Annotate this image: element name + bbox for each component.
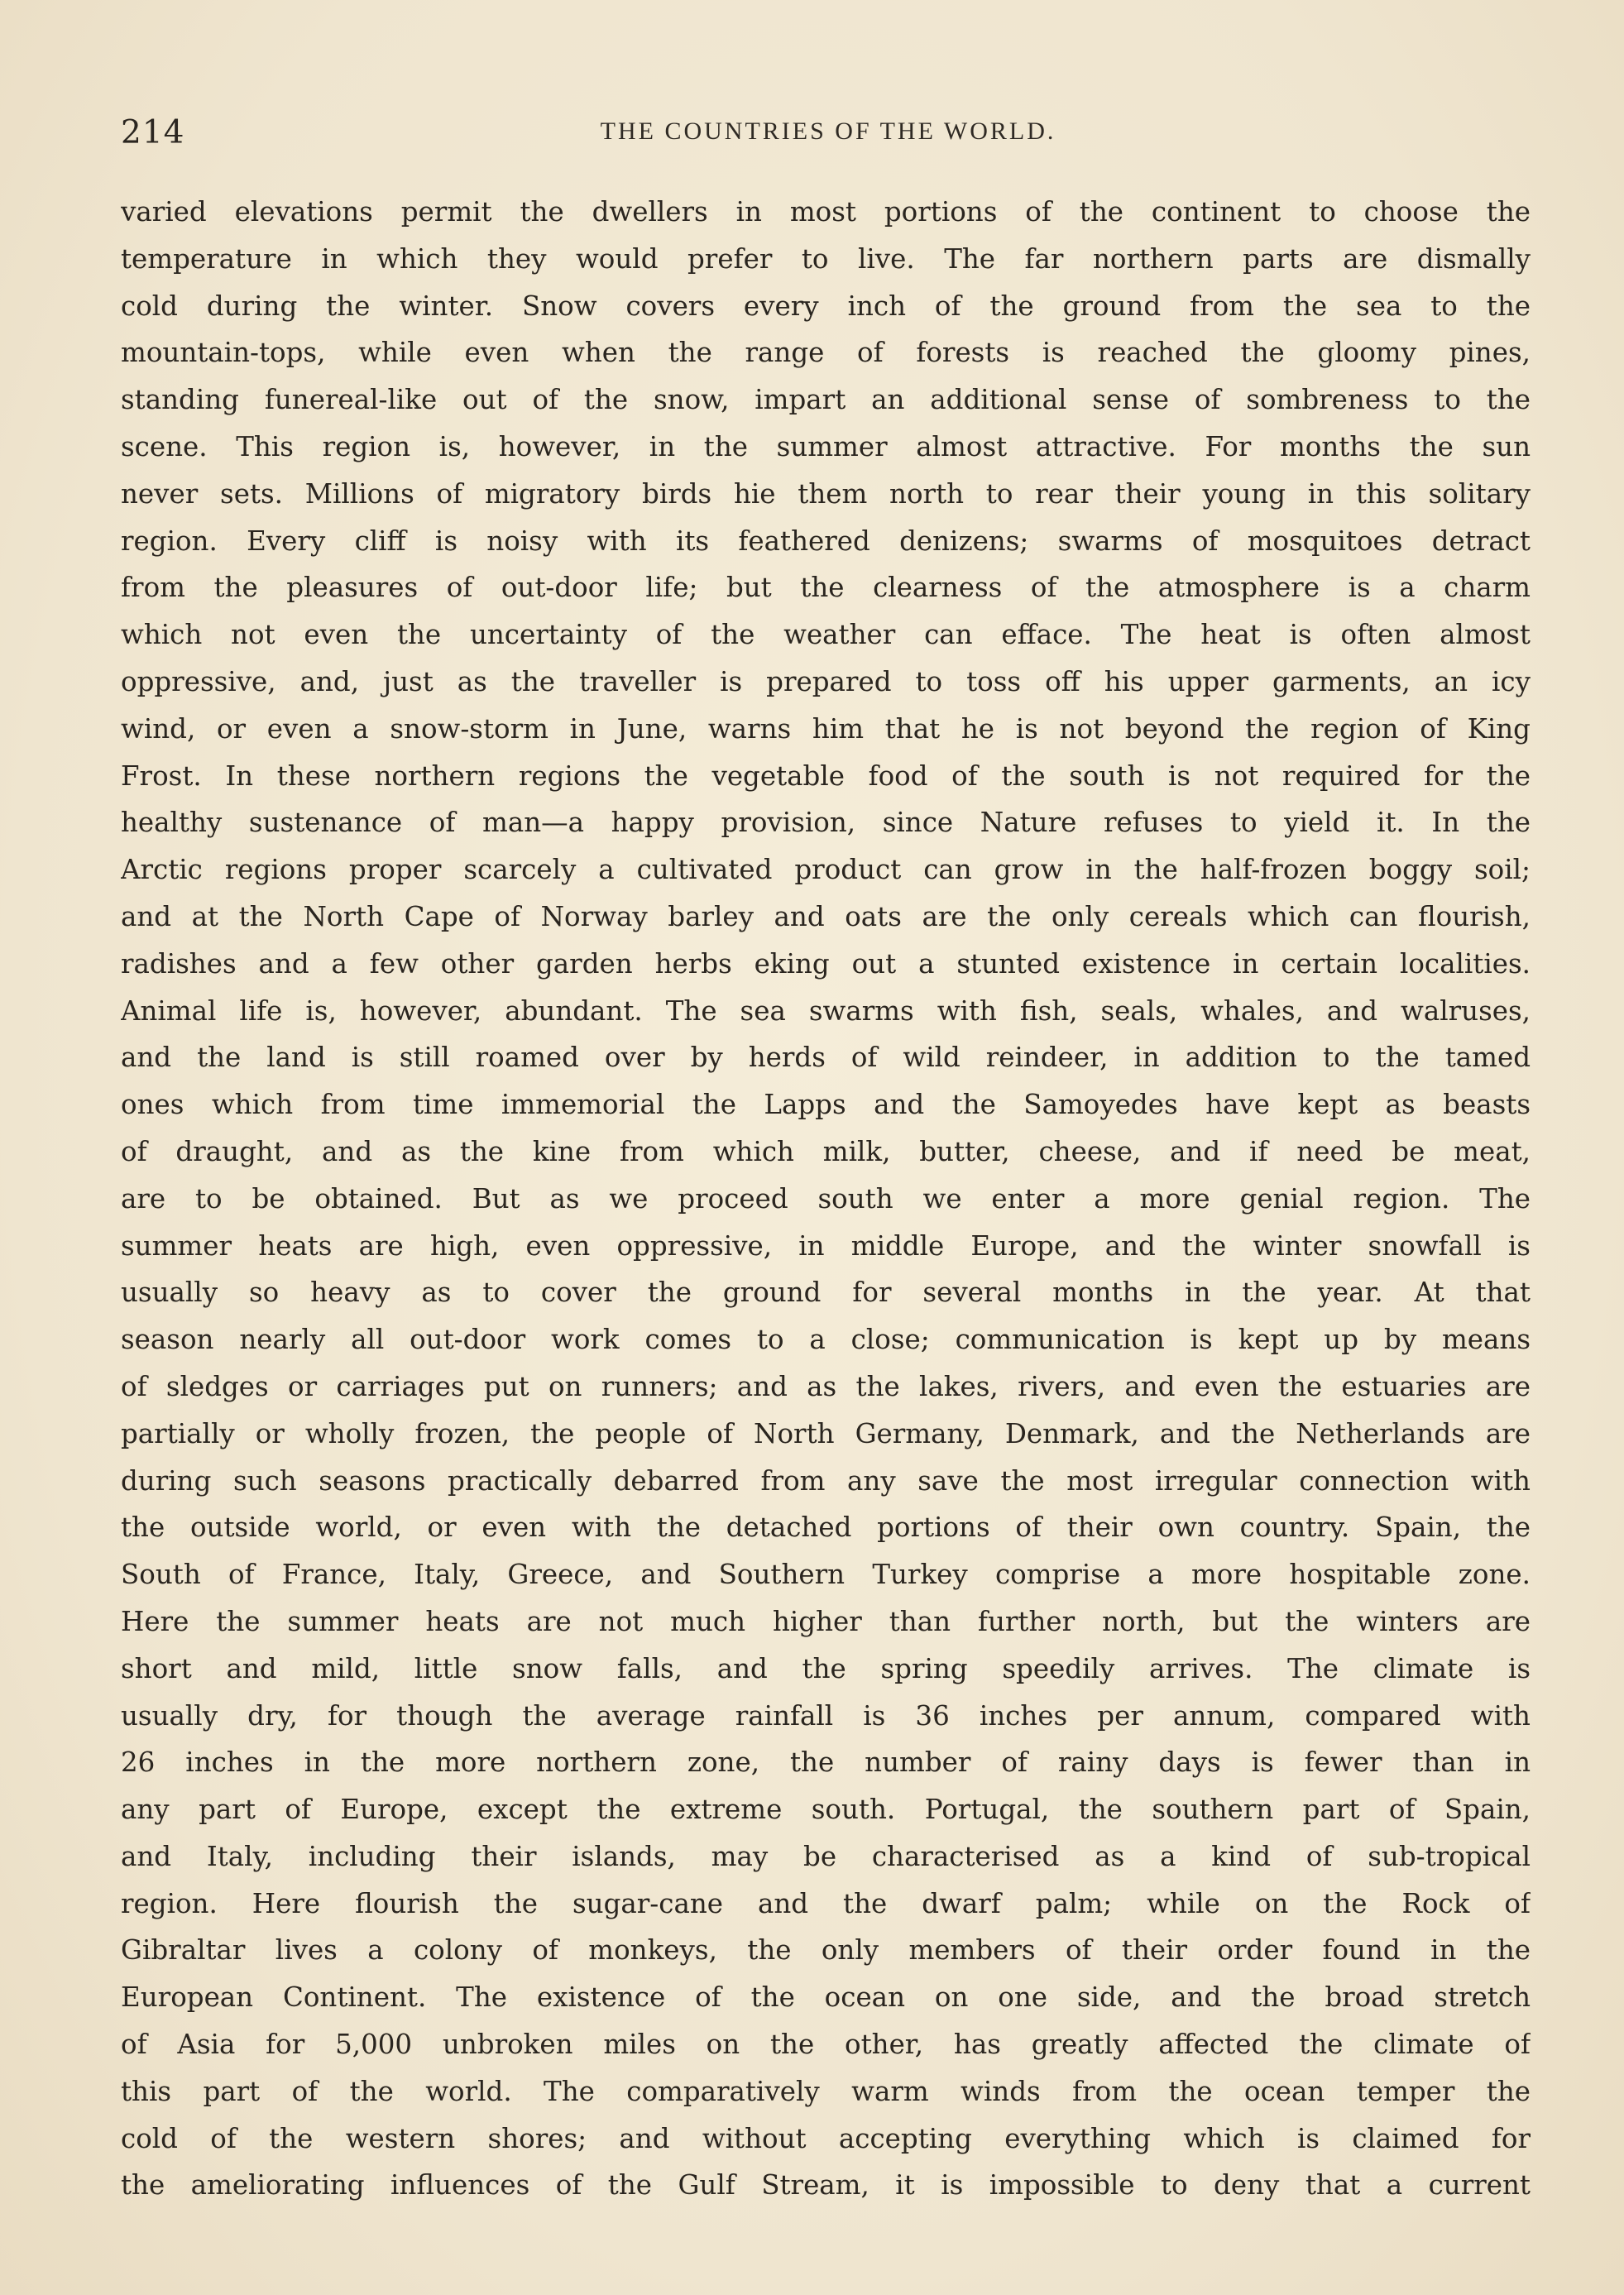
text-line: which not even the uncertainty of the weather can efface. The heat is often almost [121, 619, 1531, 651]
text-line: of draught, and as the kine from which milk, butter, cheese, and if need be meat, [121, 1135, 1531, 1167]
text-line: and the land is still roamed over by herds of wild reindeer, in addition to the tamed [121, 1042, 1531, 1074]
text-line: of sledges or carriages put on runners; and as the lakes, rivers, and even the estuaries are [121, 1370, 1531, 1402]
text-line: temperature in which they would prefer to live. The far northern parts are dismally [121, 242, 1531, 275]
text-line: cold during the winter. Snow covers every inch of the ground from the sea to the [121, 290, 1531, 322]
text-line: summer heats are high, even oppressive, in middle Europe, and the winter snowfall is [121, 1229, 1531, 1262]
text-line: of Asia for 5,000 unbroken miles on the other, has greatly affected the climate of [121, 2029, 1531, 2061]
text-line: Animal life is, however, abundant. The sea swarms with fish, seals, whales, and walruses, [121, 994, 1531, 1027]
page-number: 214 [121, 114, 185, 151]
text-line: region. Here flourish the sugar-cane and the dwarf palm; while on the Rock of [121, 1887, 1531, 1919]
text-line: and at the North Cape of Norway barley and oats are the only cereals which can flourish, [121, 900, 1531, 932]
text-line: Here the summer heats are not much higher than further north, but the winters are [121, 1605, 1531, 1637]
text-line: wind, or even a snow-storm in June, warns him that he is not beyond the region of King [121, 712, 1531, 745]
page-header [121, 114, 1535, 164]
text-line: ones which from time immemorial the Lapps and the Samoyedes have kept as beasts [121, 1089, 1531, 1121]
text-line: never sets. Millions of migratory birds hie them north to rear their young in this solitary [121, 477, 1531, 510]
text-line: mountain-tops, while even when the range of forests is reached the gloomy pines, [121, 337, 1531, 369]
text-line: usually dry, for though the average rainfall is 36 inches per annum, compared with [121, 1699, 1531, 1732]
text-line: European Continent. The existence of the ocean on one side, and the broad stretch [121, 1981, 1531, 2014]
text-line: Arctic regions proper scarcely a cultivated product can grow in the half-frozen boggy soil; [121, 854, 1531, 886]
text-line: and Italy, including their islands, may be characterised as a kind of sub-tropical [121, 1840, 1531, 1872]
text-line: oppressive, and, just as the traveller is prepared to toss off his upper garments, an icy [121, 665, 1531, 697]
body-text [121, 189, 1531, 2209]
text-line: this part of the world. The comparatively warm winds from the ocean temper the [121, 2075, 1531, 2107]
text-line: short and mild, little snow falls, and the spring speedily arrives. The climate is [121, 1652, 1531, 1684]
text-line: the ameliorating influences of the Gulf Stream, it is impossible to deny that a current [121, 2169, 1531, 2202]
text-line: South of France, Italy, Greece, and Southern Turkey comprise a more hospitable zone. [121, 1559, 1531, 1591]
text-line: varied elevations permit the dwellers in most portions of the continent to choose the [121, 196, 1531, 228]
text-line: usually so heavy as to cover the ground for several months in the year. At that [121, 1277, 1531, 1309]
text-line: cold of the western shores; and without accepting everything which is claimed for [121, 2122, 1531, 2154]
text-line: are to be obtained. But as we proceed south we enter a more genial region. The [121, 1182, 1531, 1215]
text-line: healthy sustenance of man—a happy provision, since Nature refuses to yield it. In the [121, 807, 1531, 839]
running-head: THE COUNTRIES OF THE WORLD. [600, 117, 1056, 145]
text-line: 26 inches in the more northern zone, the number of rainy days is fewer than in [121, 1746, 1531, 1779]
text-line: during such seasons practically debarred from any save the most irregular connection with [121, 1464, 1531, 1497]
text-line: partially or wholly frozen, the people of North Germany, Denmark, and the Netherlands are [121, 1417, 1531, 1449]
text-line: any part of Europe, except the extreme south. Portugal, the southern part of Spain, [121, 1794, 1531, 1826]
text-line: scene. This region is, however, in the summer almost attractive. For months the sun [121, 430, 1531, 462]
text-line: radishes and a few other garden herbs eking out a stunted existence in certain localities. [121, 947, 1531, 980]
text-line: season nearly all out-door work comes to a close; communication is kept up by means [121, 1324, 1531, 1356]
text-line: the outside world, or even with the detached portions of their own country. Spain, the [121, 1512, 1531, 1544]
text-line: Gibraltar lives a colony of monkeys, the only members of their order found in the [121, 1934, 1531, 1967]
text-line: Frost. In these northern regions the vegetable food of the south is not required for the [121, 759, 1531, 792]
text-line: standing funereal-like out of the snow, impart an additional sense of sombreness to the [121, 384, 1531, 416]
text-line: region. Every cliff is noisy with its feathered denizens; swarms of mosquitoes detract [121, 525, 1531, 557]
text-line: from the pleasures of out-door life; but the clearness of the atmosphere is a charm [121, 572, 1531, 604]
